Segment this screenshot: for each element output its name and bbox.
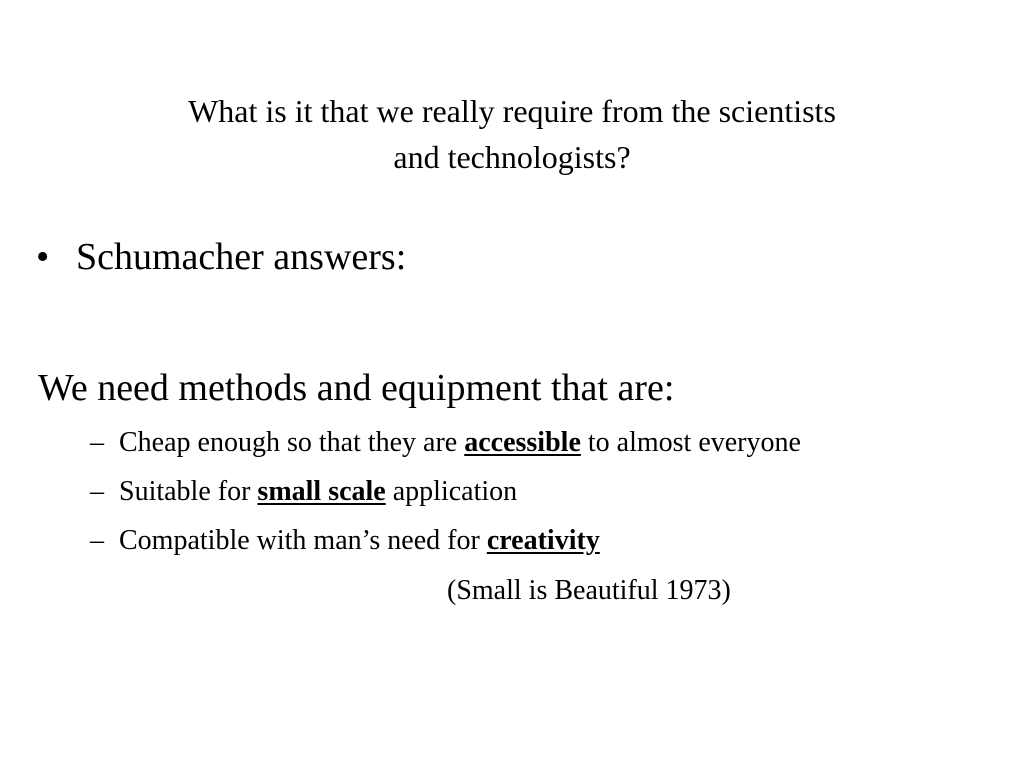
- bullet-marker-icon: •: [36, 236, 50, 278]
- sub-item-emphasis: accessible: [464, 427, 581, 458]
- dash-marker-icon: –: [90, 476, 104, 507]
- sub-item-text-before: Suitable for: [119, 476, 258, 507]
- sub-item-text-before: Compatible with man’s need for: [119, 525, 487, 556]
- sub-item-emphasis: creativity: [486, 525, 600, 556]
- dash-marker-icon: –: [90, 525, 104, 556]
- statement-line: We need methods and equipment that are:: [38, 367, 675, 409]
- bullet-schumacher: [36, 233, 406, 281]
- sub-item-text-before: Cheap enough so that they are: [119, 427, 465, 458]
- sub-item-small-scale: [90, 474, 517, 510]
- citation: (Small is Beautiful 1973): [447, 575, 731, 606]
- bullet-text: Schumacher answers:: [76, 236, 407, 278]
- sub-item-accessible: [90, 425, 801, 461]
- slide-title-line-1: What is it that we really require from the scientists: [188, 93, 836, 129]
- sub-item-creativity: [90, 523, 600, 559]
- dash-marker-icon: –: [90, 427, 104, 458]
- sub-item-text-after: application: [385, 476, 518, 507]
- sub-item-emphasis: small scale: [257, 476, 386, 507]
- slide-title: [60, 88, 964, 180]
- sub-item-text-after: to almost everyone: [580, 427, 801, 458]
- slide-title-line-2: and technologists?: [393, 139, 631, 175]
